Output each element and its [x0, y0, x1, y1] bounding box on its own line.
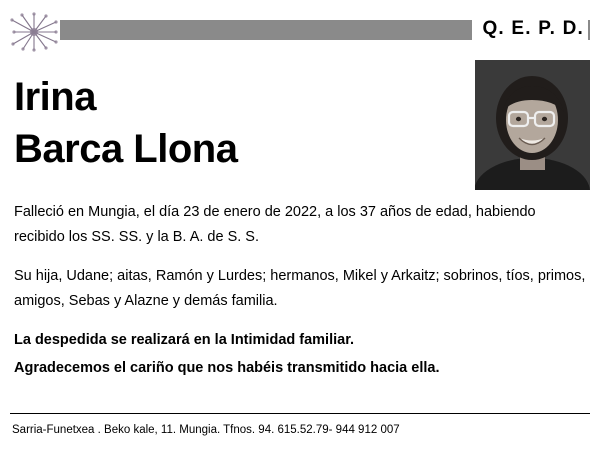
family-paragraph: Su hija, Udane; aitas, Ramón y Lurdes; hermanos, Mikel y Arkaitz; sobrinos, tíos, primos, amigos, Sebas y Alazne y demás familia.: [14, 268, 586, 309]
obituary-body: [14, 200, 586, 381]
flower-icon: [8, 12, 60, 52]
farewell-paragraph: La despedida se realizará en la Intimidad familiar.: [14, 332, 355, 348]
funeral-home-info: Sarria-Funetxea . Beko kale, 11. Mungia. Tfnos. 94. 615.52.79- 944 912 007: [12, 424, 400, 436]
first-name: Irina: [14, 75, 96, 119]
death-details-paragraph: Falleció en Mungia, el día 23 de enero de 2022, a los 37 años de edad, habiendo recibido los SS. SS. y la B. A. de S. S.: [14, 204, 536, 245]
obituary-header: [0, 0, 600, 58]
last-name: Barca Llona: [14, 127, 238, 171]
qepd-text: Q. E. P. D.: [472, 16, 588, 42]
gratitude-paragraph: Agradecemos el cariño que nos habéis transmitido hacia ella.: [14, 360, 440, 376]
deceased-name: [14, 72, 454, 174]
portrait-photo: [475, 60, 590, 190]
footer-divider: [10, 413, 590, 414]
